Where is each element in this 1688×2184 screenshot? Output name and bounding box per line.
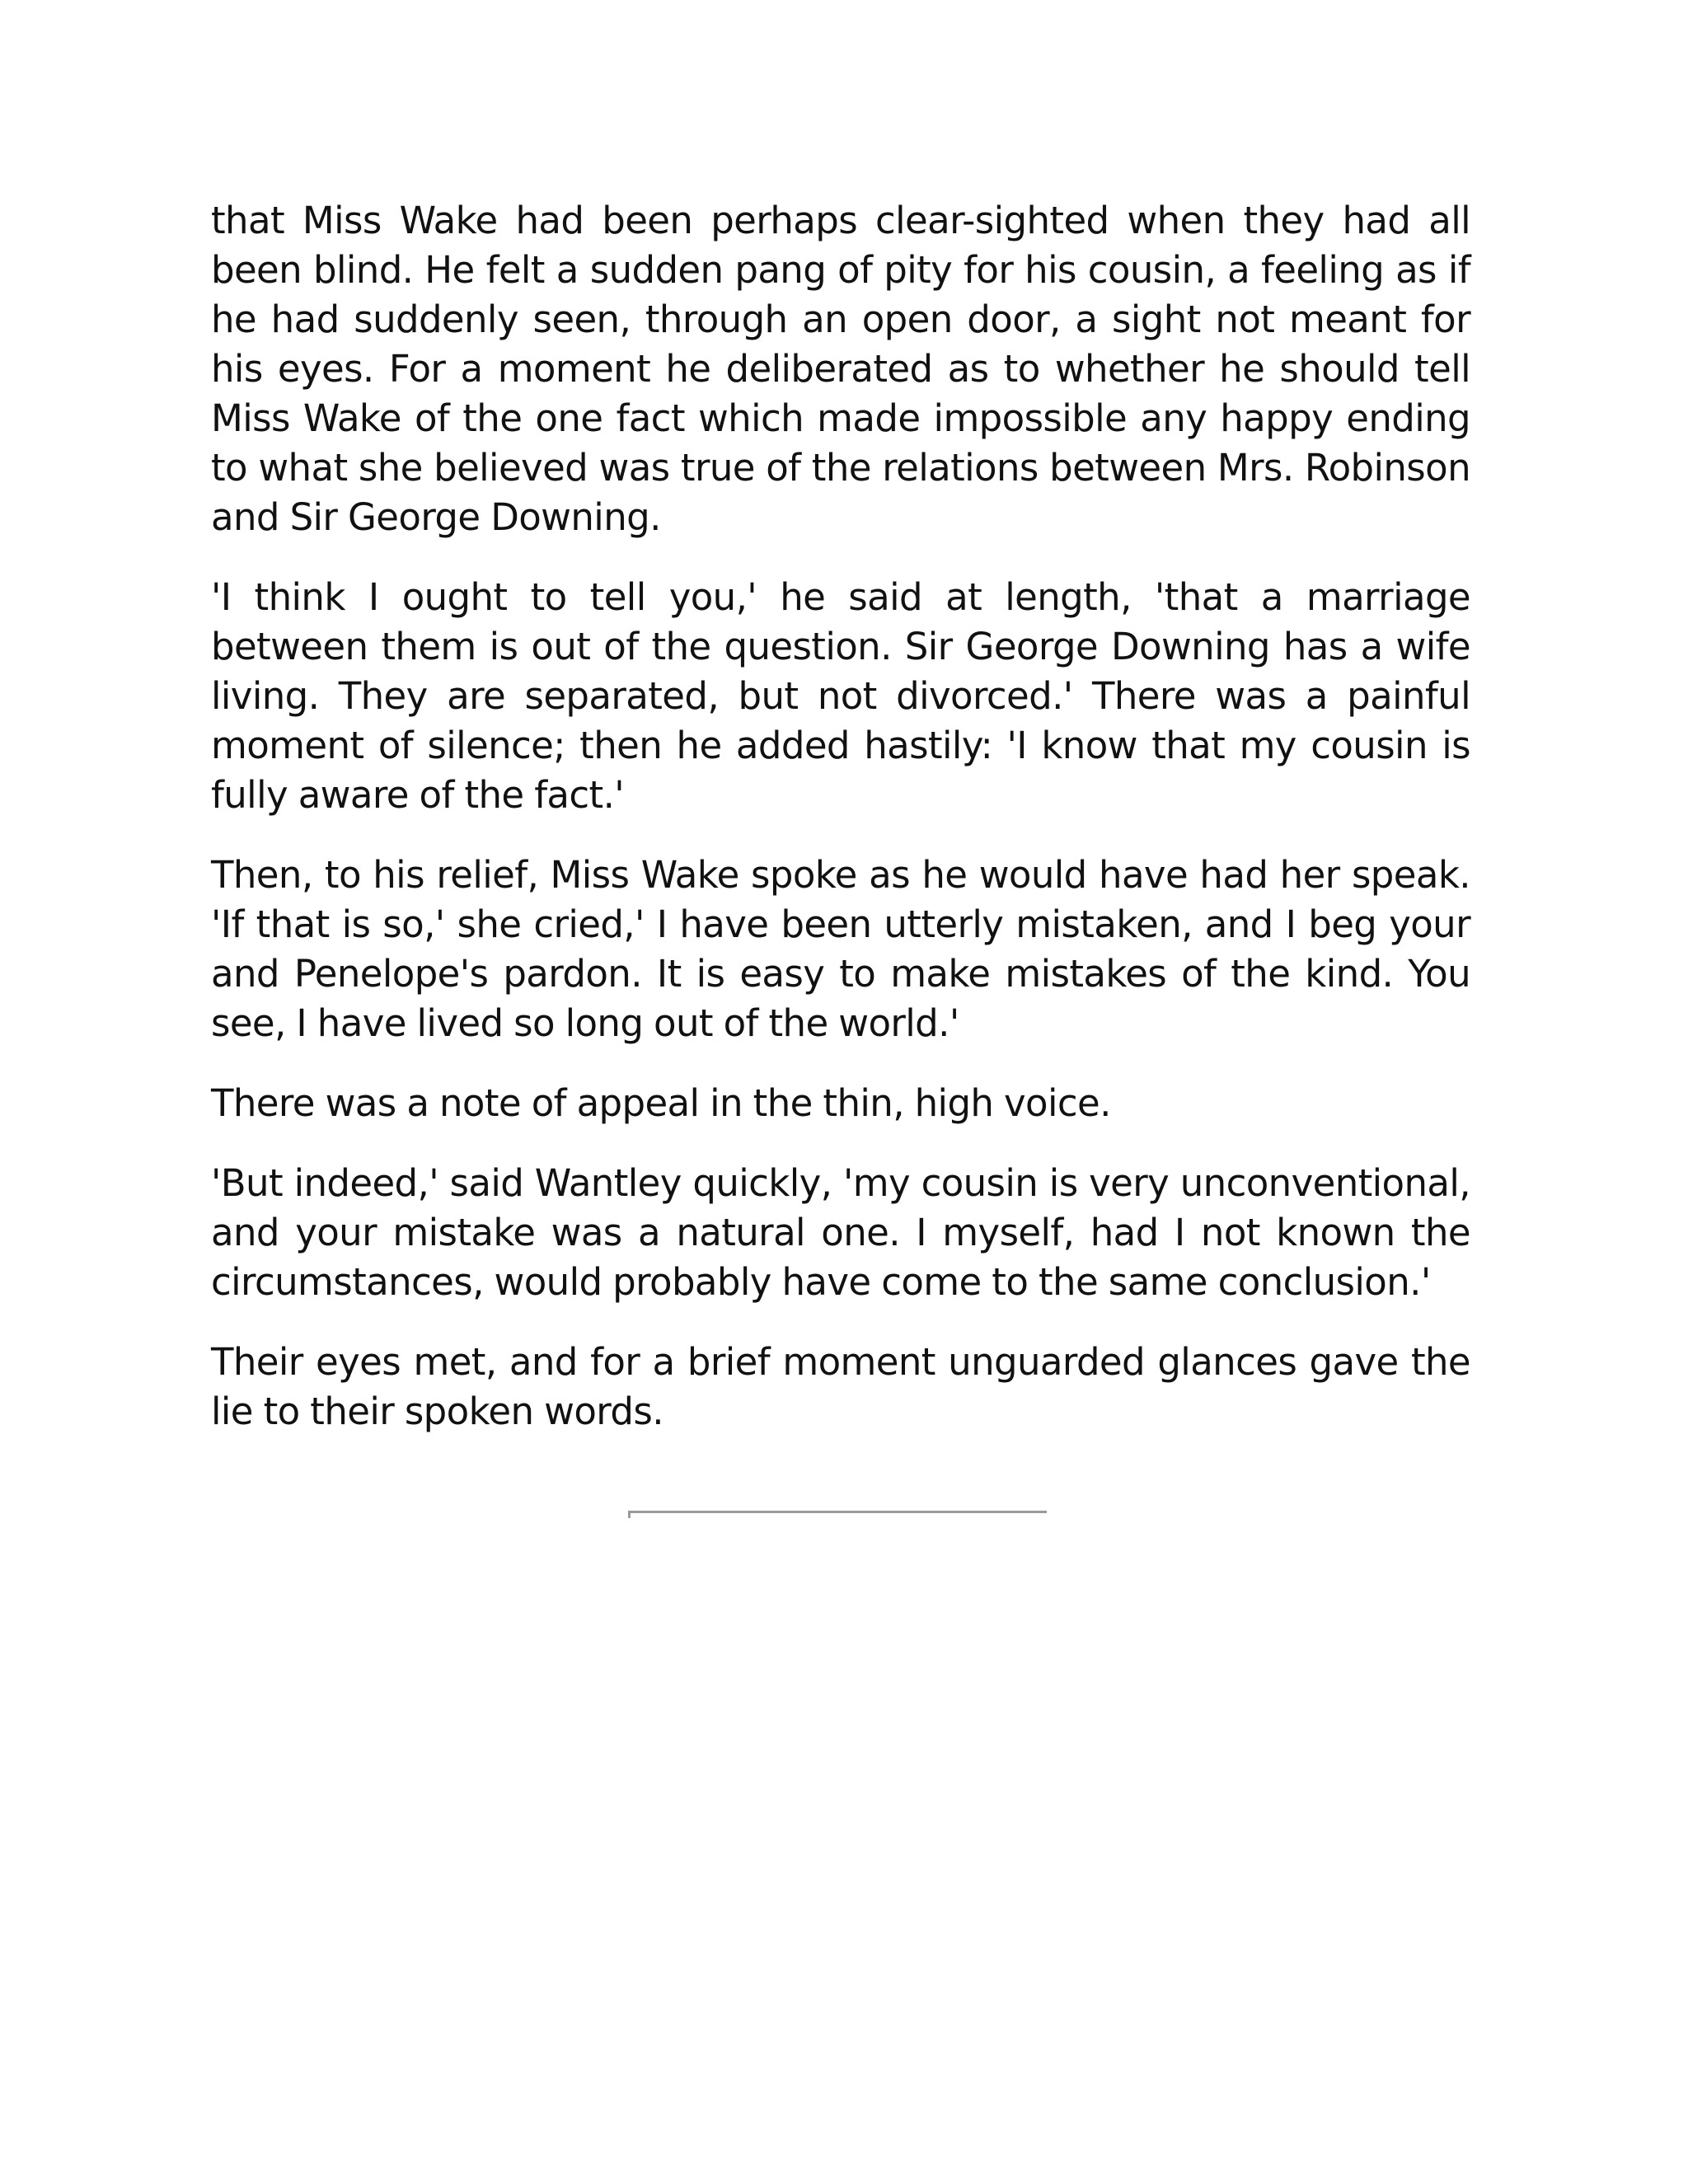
paragraph-2: 'I think I ought to tell you,' he said at length, 'that a marriage between them is out of the question. Sir George Downing has a wife living. They are separated, but not divorced.' There was a painful moment of silence; then he added hastily: 'I know that my cousin is fully aware of the fact.' xyxy=(211,575,1470,817)
paragraph-6: Their eyes met, and for a brief moment unguarded glances gave the lie to their spoken words. xyxy=(211,1340,1470,1433)
page-body xyxy=(211,196,1470,1436)
section-divider xyxy=(628,1511,1047,1513)
paragraph-3: Then, to his relief, Miss Wake spoke as he would have had her speak. 'If that is so,' she cried,' I have been utterly mistaken, and I beg your and Penelope's pardon. It is easy to make mistakes of the kind. You see, I have lived so long out of the world.' xyxy=(211,853,1470,1045)
paragraph-1: that Miss Wake had been perhaps clear-sighted when they had all been blind. He felt a sudden pang of pity for his cousin, a feeling as if he had suddenly seen, through an open door, a sight not meant for his eyes. For a moment he deliberated as to whether he should tell Miss Wake of the one fact which made impossible any happy ending to what she believed was true of the relations between Mrs. Robinson and Sir George Downing. xyxy=(211,199,1470,539)
paragraph-4: There was a note of appeal in the thin, high voice. xyxy=(211,1081,1111,1125)
paragraph-5: 'But indeed,' said Wantley quickly, 'my cousin is very unconventional, and your mistake was a natural one. I myself, had I not known the circumstances, would probably have come to the same conclusion.' xyxy=(211,1161,1470,1304)
